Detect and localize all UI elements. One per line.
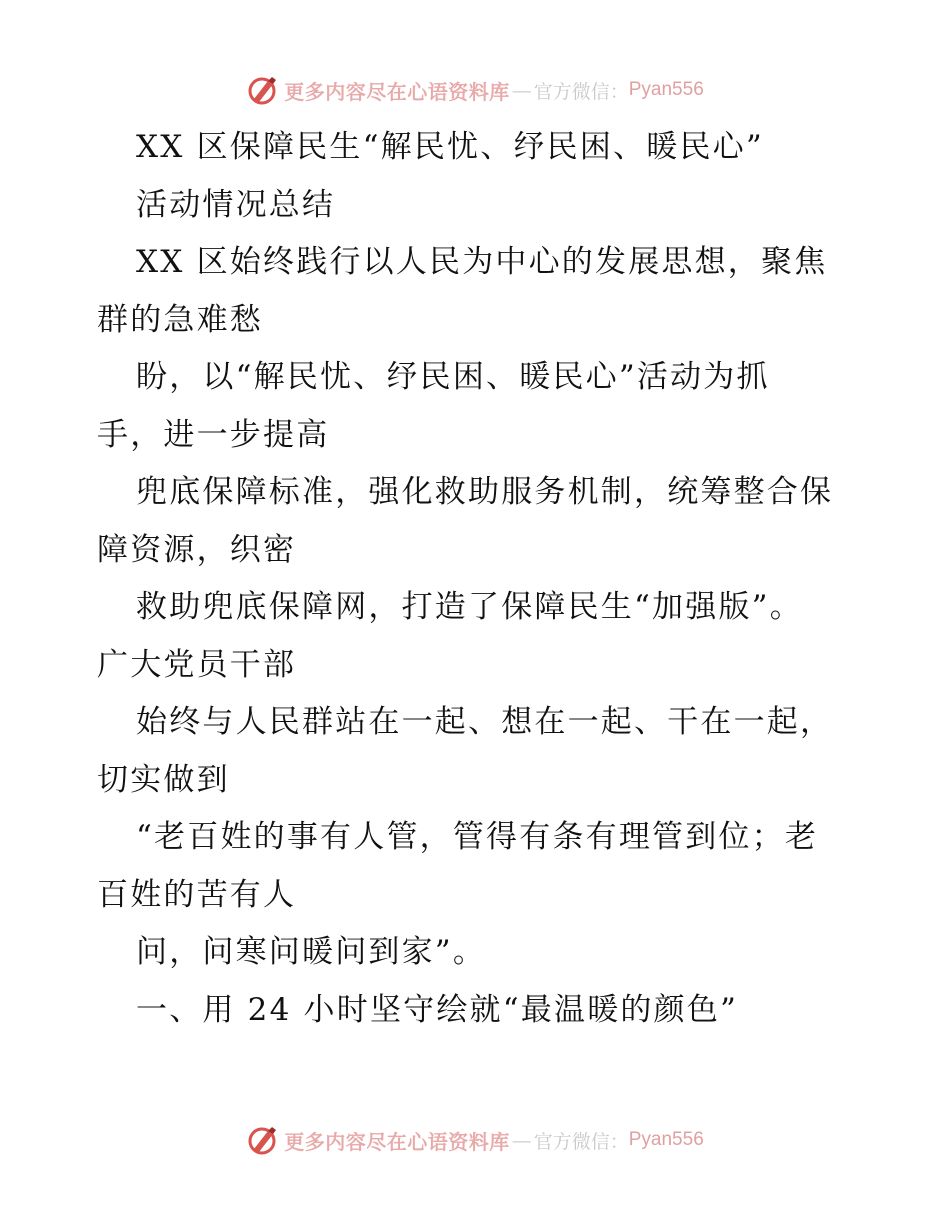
footer-watermark xyxy=(0,1120,950,1160)
watermark-dash: — xyxy=(511,1128,532,1152)
watermark-site-text: 更多内容尽在心语资料库 xyxy=(284,1129,510,1154)
paragraph-line: 手，进一步提高 xyxy=(97,416,330,453)
paragraph-line: 广大党员干部 xyxy=(97,646,297,683)
paragraph-line: 兜底保障标准，强化救助服务机制，统筹整合保 xyxy=(136,474,834,510)
paragraph-line: 始终与人民群站在一起、想在一起、干在一起， xyxy=(136,704,834,740)
watermark-official-label: 官方微信： xyxy=(533,1130,629,1153)
watermark-wechat-id: Pyan556 xyxy=(628,79,704,100)
paragraph-line: 障资源，织密 xyxy=(97,531,297,568)
paragraph-line: “老百姓的事有人管，管得有条有理管到位；老 xyxy=(136,819,819,855)
watermark-site-text: 更多内容尽在心语资料库 xyxy=(284,79,510,104)
pen-logo-icon xyxy=(246,1123,280,1157)
watermark-dash: — xyxy=(511,78,532,102)
paragraph-line: 问，问寒问暖问到家”。 xyxy=(136,934,487,970)
paragraph-line: 群的急难愁 xyxy=(97,301,263,338)
watermark-wechat-id: Pyan556 xyxy=(628,1129,704,1150)
doc-title-line-2: 活动情况总结 xyxy=(136,186,336,223)
watermark-official-label: 官方微信： xyxy=(533,80,629,103)
paragraph-line: 切实做到 xyxy=(97,761,230,798)
paragraph-line: 救助兜底保障网，打造了保障民生“加强版”。 xyxy=(136,589,803,625)
paragraph-line: XX 区始终践行以人民为中心的发展思想，聚焦 xyxy=(136,244,828,280)
pen-logo-icon xyxy=(246,73,280,107)
doc-title-line-1: XX 区保障民生“解民忧、纾民困、暖民心” xyxy=(136,129,764,165)
header-watermark xyxy=(0,70,950,110)
paragraph-line: 盼，以“解民忧、纾民困、暖民心”活动为抓 xyxy=(136,359,770,395)
section-heading: 一、用 24 小时坚守绘就“最温暖的颜色” xyxy=(136,991,739,1028)
paragraph-line: 百姓的苦有人 xyxy=(97,876,297,913)
document-body xyxy=(97,119,857,1039)
